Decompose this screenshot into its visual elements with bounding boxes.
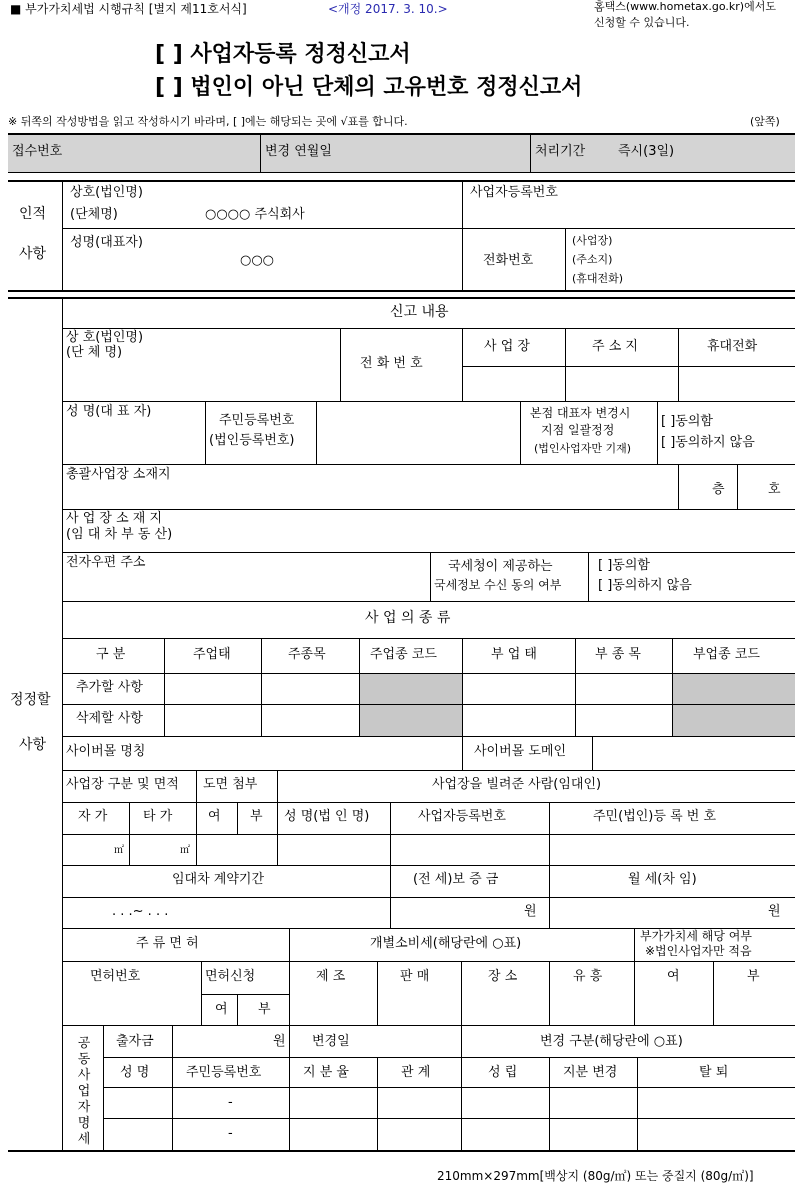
biz-location-label-2: (임 대 차 부 동 산)	[66, 527, 173, 542]
partner-resident-col: 주민등록번호	[186, 1065, 262, 1080]
drawing-yes-label: 여	[208, 809, 221, 824]
capital-label: 출자금	[116, 1034, 154, 1049]
hq-agree-checkbox[interactable]: [ ]동의함	[661, 414, 713, 429]
biz-location-label-1: 사 업 장 소 재 지	[66, 511, 163, 526]
phone-business-col: 사 업 장	[484, 339, 530, 354]
receipt-row	[8, 134, 795, 172]
col-sub-item: 부 종 목	[595, 647, 641, 662]
license-number-label: 면허번호	[90, 969, 141, 984]
own-label: 자 가	[78, 809, 108, 824]
phone-business-label: (사업장)	[572, 234, 613, 247]
report-content-title: 신고 내용	[390, 304, 449, 320]
report-group-name-label: (단 체 명)	[66, 345, 123, 360]
unit-label: 호	[768, 482, 781, 497]
resident-number-label: 주민등록번호	[219, 413, 295, 428]
hometax-note-line1: 홈택스(www.hometax.go.kr)에서도	[594, 0, 776, 13]
email-label: 전자우편 주소	[66, 555, 146, 570]
report-trade-name-label: 상 호(법인명)	[66, 330, 144, 345]
entertainment-label: 유 흥	[573, 969, 603, 984]
drawing-no-label: 부	[250, 809, 263, 824]
report-rep-label: 성 명(대 표 자)	[66, 404, 152, 419]
phone-address-col: 주 소 지	[592, 339, 638, 354]
sale-label: 판 매	[400, 969, 430, 984]
cyber-mall-name-label: 사이버몰 명칭	[66, 744, 146, 759]
representative-value[interactable]: ○○○	[240, 253, 275, 268]
monthly-rent-label: 월 세(차 임)	[628, 872, 697, 887]
partner-change-date-label: 변경일	[312, 1034, 350, 1049]
business-reg-number-label: 사업자등록번호	[470, 185, 558, 200]
col-main-code: 주업종 코드	[370, 647, 437, 662]
own-sqm-unit: ㎡	[114, 845, 124, 856]
partner-withdraw-col: 탈 퇴	[699, 1065, 729, 1080]
phone-home-label: (주소지)	[572, 253, 613, 266]
hq-change-label-2: 지점 일괄정정	[541, 423, 615, 437]
lessor-label: 사업장을 빌려준 사람(임대인)	[432, 777, 602, 792]
process-period-value: 즉시(3일)	[618, 144, 675, 159]
personal-section-label-2: 사항	[19, 246, 47, 262]
partner-row2-dash: -	[228, 1126, 233, 1141]
other-sqm-unit: ㎡	[180, 845, 190, 856]
cyber-mall-domain-label: 사이버몰 도메인	[474, 744, 567, 759]
lease-period-label: 임대차 계약기간	[172, 872, 265, 887]
license-yes-label: 여	[215, 1002, 228, 1017]
phone-mobile-label: (휴대전화)	[572, 272, 624, 285]
partner-share-col: 지 분 율	[303, 1065, 349, 1080]
drawing-label: 도면 첨부	[203, 777, 258, 792]
deposit-label: (전 세)보 증 금	[413, 872, 499, 887]
nts-consent-label-2: 국세정보 수신 동의 여부	[434, 578, 562, 592]
group-name-label: (단체명)	[70, 207, 118, 222]
vat-yes-label: 여	[667, 969, 680, 984]
excise-tax-label: 개별소비세(해당란에 ○표)	[370, 936, 522, 951]
corp-number-label: (법인등록번호)	[209, 433, 295, 448]
phone-label: 전화번호	[483, 253, 534, 268]
lessor-id-label: 주민(법인)등 록 번 호	[593, 809, 717, 824]
area-label: 사업장 구분 및 면적	[66, 777, 179, 792]
deposit-won: 원	[524, 904, 537, 919]
main-location-label: 총괄사업장 소재지	[66, 467, 171, 482]
change-date-label: 변경 연월일	[265, 144, 332, 159]
partner-share-change-col: 지분 변경	[563, 1065, 618, 1080]
hq-change-label-1: 본점 대표자 변경시	[530, 406, 631, 420]
receipt-number-label: 접수번호	[12, 144, 63, 159]
biz-type-title: 사 업 의 종 류	[365, 610, 451, 626]
partner-name-col: 성 명	[120, 1065, 150, 1080]
correction-section-label-1: 정정할	[10, 692, 51, 708]
delete-row-label: 삭제할 사항	[76, 711, 143, 726]
col-sub-code: 부업종 코드	[693, 647, 760, 662]
vat-no-label: 부	[747, 969, 760, 984]
hq-disagree-checkbox[interactable]: [ ]동의하지 않음	[661, 435, 755, 450]
phone-mobile-col: 휴대전화	[707, 339, 758, 354]
venue-label: 장 소	[488, 969, 518, 984]
monthly-won: 원	[768, 904, 781, 919]
company-name-value[interactable]: ○○○○ 주식회사	[205, 207, 305, 222]
other-label: 타 가	[143, 809, 173, 824]
title-business-registration: [ ] 사업자등록 정정신고서	[155, 42, 411, 67]
process-period-label: 처리기간	[535, 144, 586, 159]
hq-change-label-3: (법인사업자만 기재)	[534, 442, 632, 455]
representative-label: 성명(대표자)	[70, 235, 143, 250]
vat-applicable-label-2: ※법인사업자만 적음	[645, 944, 752, 958]
nts-consent-label-1: 국세청이 제공하는	[448, 559, 553, 574]
col-sub-biz: 부 업 태	[491, 647, 537, 662]
change-type-label: 변경 구분(해당란에 ○표)	[540, 1034, 683, 1049]
trade-name-label: 상호(법인명)	[70, 185, 143, 200]
partner-section-label: 공동사업자명세	[77, 1036, 91, 1147]
col-main-biz: 주업태	[193, 647, 231, 662]
col-type: 구 분	[96, 647, 126, 662]
report-phone-label: 전 화 번 호	[360, 356, 423, 371]
lease-period-value[interactable]: . . .~ . . .	[112, 904, 169, 919]
paper-spec-footer: 210mm×297mm[백상지 (80g/㎡) 또는 중질지 (80g/㎡)]	[437, 1169, 754, 1183]
personal-section-label-1: 인적	[19, 206, 47, 222]
revision-date: <개정 2017. 3. 10.>	[328, 2, 448, 16]
correction-section-label-2: 사항	[19, 737, 47, 753]
nts-disagree-checkbox[interactable]: [ ]동의하지 않음	[598, 578, 692, 593]
page-side: (앞쪽)	[750, 115, 780, 128]
add-row-label: 추가할 사항	[76, 680, 143, 695]
lessor-reg-label: 사업자등록번호	[418, 809, 506, 824]
nts-agree-checkbox[interactable]: [ ]동의함	[598, 558, 650, 573]
manufacture-label: 제 조	[316, 969, 346, 984]
lessor-name-label: 성 명(법 인 명)	[284, 809, 370, 824]
license-no-label: 부	[258, 1002, 271, 1017]
vat-applicable-label-1: 부가가치세 해당 여부	[640, 929, 752, 943]
partner-row1-dash: -	[228, 1095, 233, 1110]
law-reference: ■ 부가가치세법 시행규칙 [별지 제11호서식]	[10, 2, 247, 16]
col-main-item: 주종목	[288, 647, 326, 662]
instruction-note: ※ 뒤쪽의 작성방법을 읽고 작성하시기 바라며, [ ]에는 해당되는 곳에 √표를 합니다.	[8, 115, 408, 128]
title-group-unique-number: [ ] 법인이 아닌 단체의 고유번호 정정신고서	[155, 75, 583, 100]
capital-won: 원	[273, 1034, 286, 1049]
hometax-note-line2: 신청할 수 있습니다.	[594, 16, 690, 29]
liquor-license-label: 주 류 면 허	[136, 936, 199, 951]
partner-establish-col: 성 립	[488, 1065, 518, 1080]
license-apply-label: 면허신청	[205, 969, 256, 984]
floor-label: 층	[712, 482, 725, 497]
partner-relation-col: 관 계	[401, 1065, 431, 1080]
